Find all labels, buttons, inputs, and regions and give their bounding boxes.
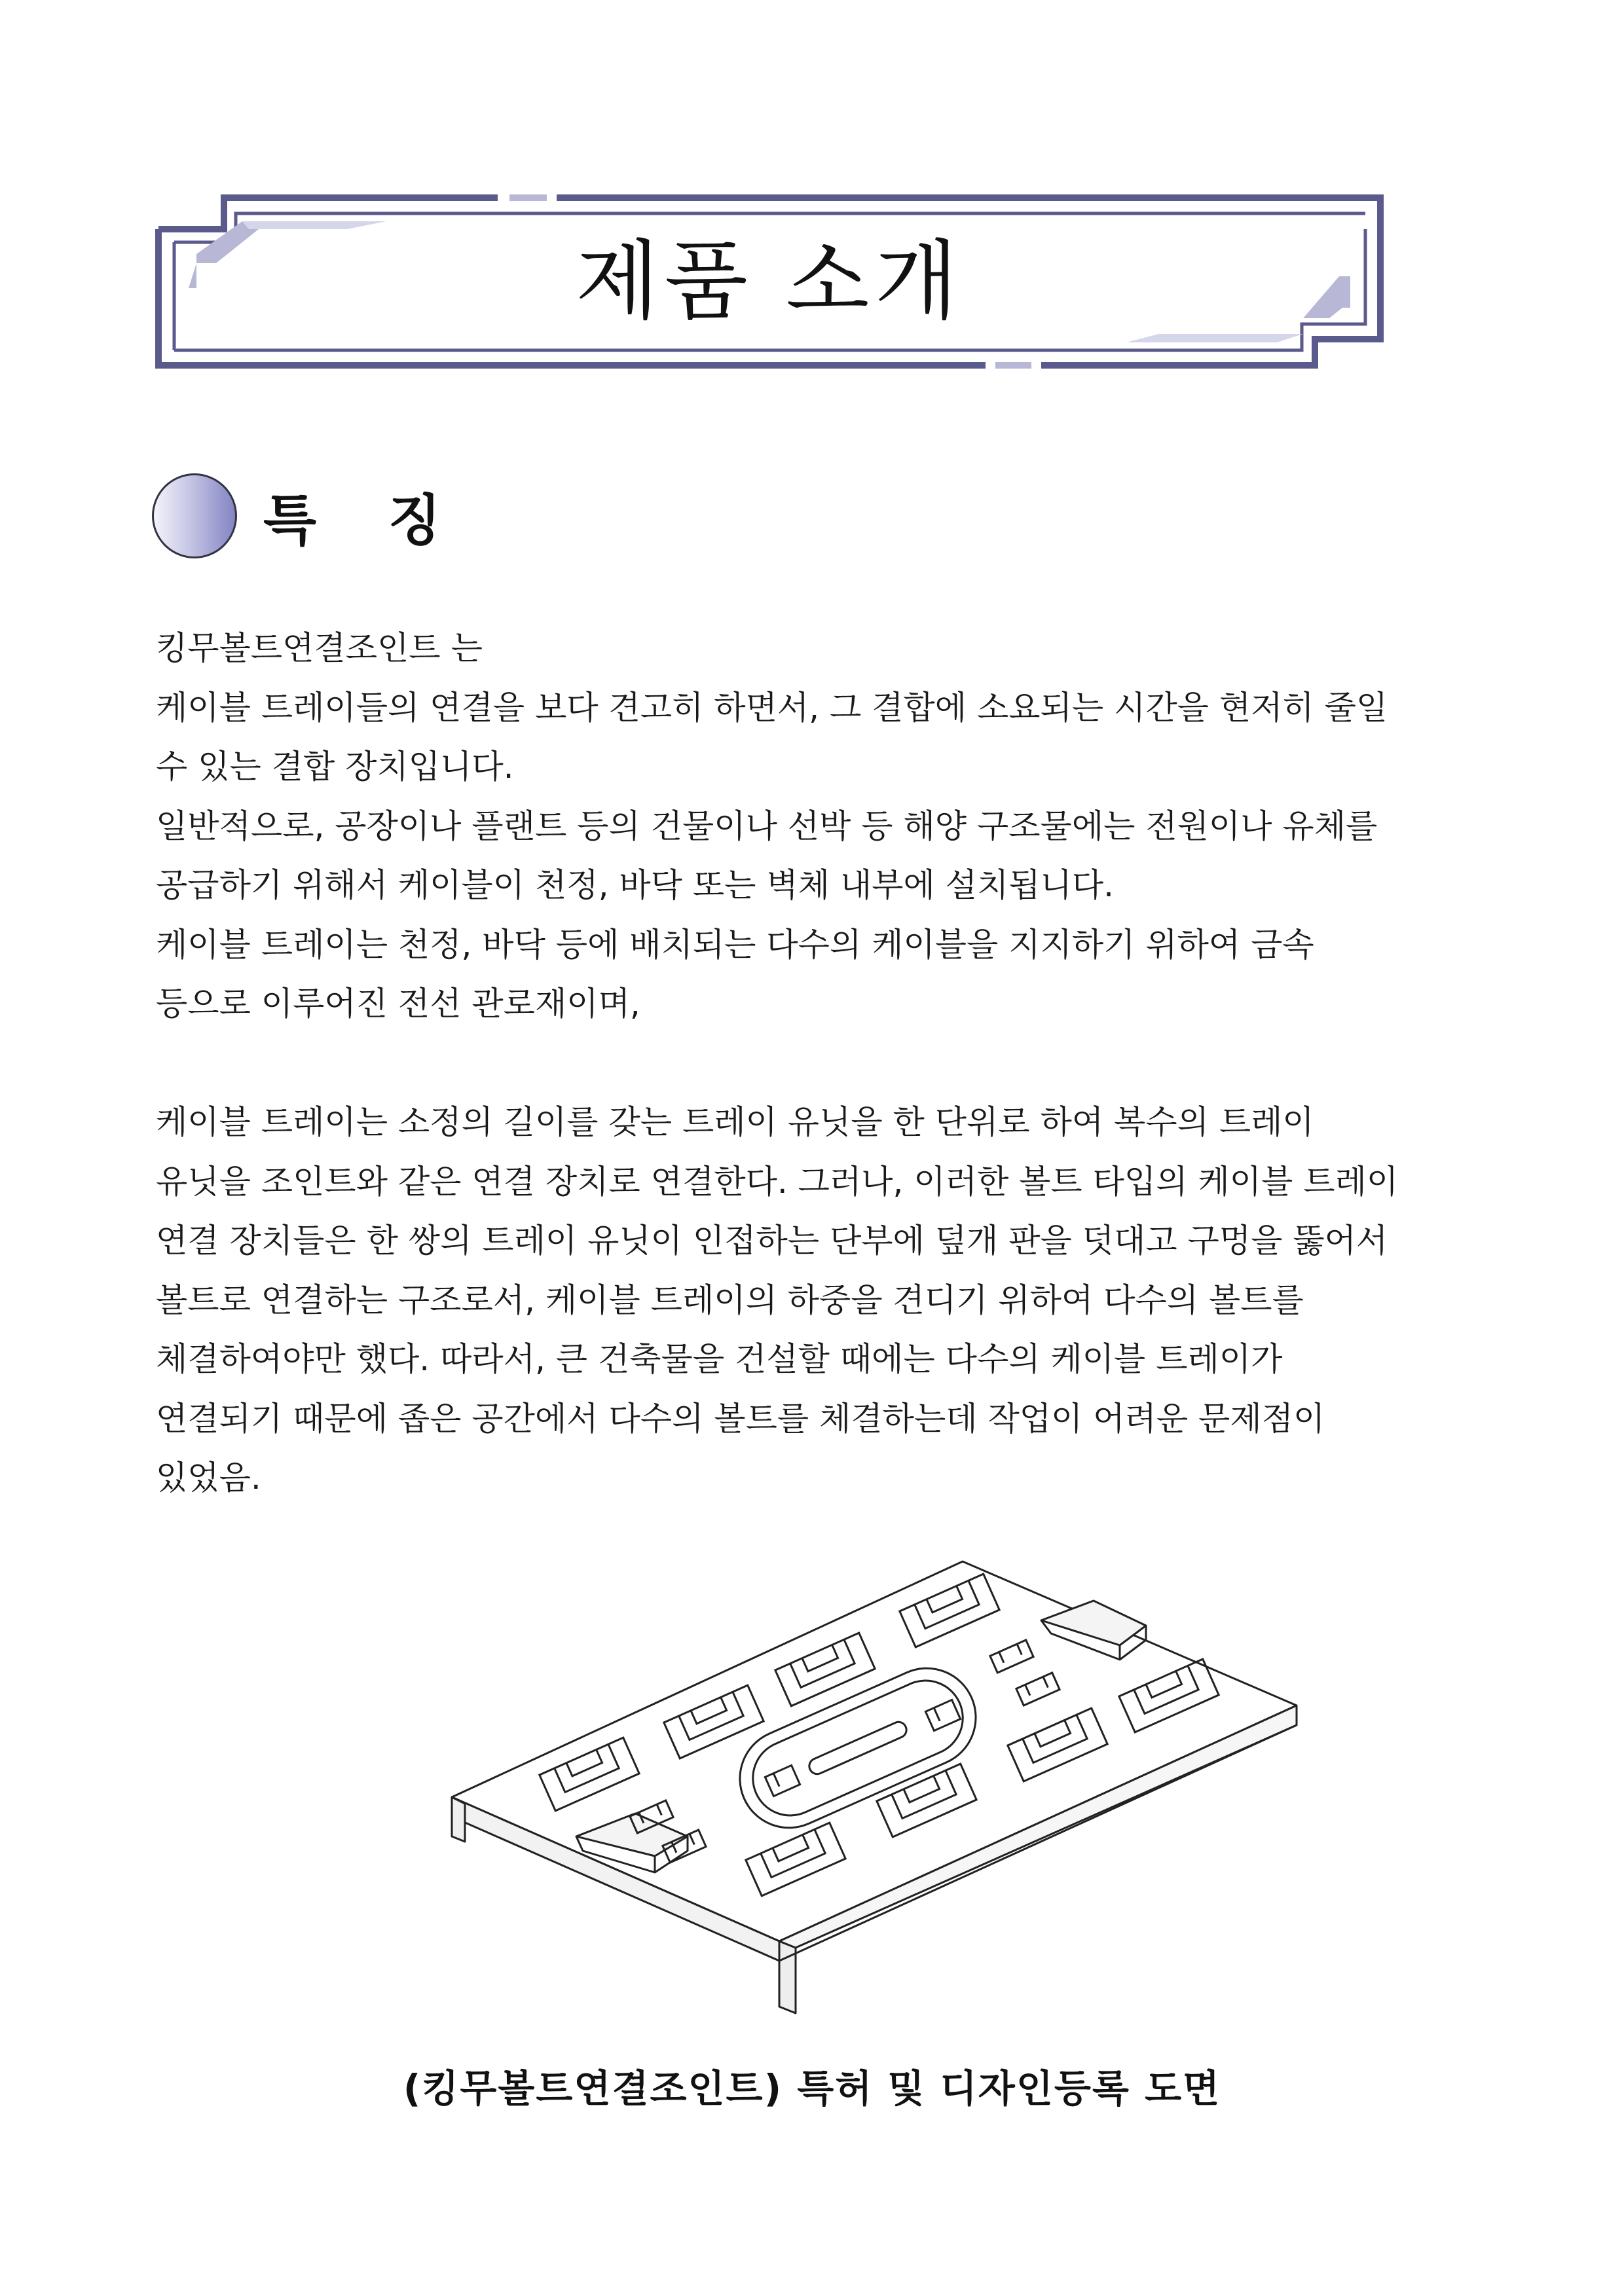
body-line: 공급하기 위해서 케이블이 천정, 바닥 또는 벽체 내부에 설치됩니다. bbox=[156, 866, 1115, 904]
patent-drawing bbox=[439, 1548, 1310, 2020]
body-line: 볼트로 연결하는 구조로서, 케이블 트레이의 하중을 견디기 위하여 다수의 볼트를 bbox=[156, 1281, 1304, 1319]
circle-bullet-icon bbox=[152, 473, 237, 558]
body-line: 케이블 트레이들의 연결을 보다 견고히 하면서, 그 결합에 소요되는 시간을 현저히 줄일 bbox=[156, 688, 1388, 727]
body-text bbox=[156, 619, 1505, 1508]
body-line: 케이블 트레이는 소정의 길이를 갖는 트레이 유닛을 한 단위로 하여 복수의 트레이 bbox=[156, 1103, 1314, 1141]
body-line: 연결되기 때문에 좁은 공간에서 다수의 볼트를 체결하는데 작업이 어려운 문제점이 bbox=[156, 1399, 1325, 1438]
body-line: 유닛을 조인트와 같은 연결 장치로 연결한다. 그러나, 이러한 볼트 타입의 케이블 트레이 bbox=[156, 1162, 1399, 1201]
body-line: 일반적으로, 공장이나 플랜트 등의 건물이나 선박 등 해양 구조물에는 전원이나 유체를 bbox=[156, 807, 1378, 845]
page-title: 제품 소개 bbox=[575, 231, 963, 332]
bolt-joint-plate-illustration bbox=[439, 1548, 1310, 2020]
body-line: 있었음. bbox=[156, 1459, 261, 1497]
body-line: 체결하여야만 했다. 따라서, 큰 건축물을 건설할 때에는 다수의 케이블 트레이가 bbox=[156, 1340, 1283, 1378]
section-heading bbox=[152, 470, 468, 562]
section-title: 특 징 bbox=[263, 488, 468, 553]
paragraph-gap bbox=[156, 1034, 1505, 1093]
body-line: 등으로 이루어진 전선 관로재이며, bbox=[156, 985, 640, 1023]
body-line: 연결 장치들은 한 쌍의 트레이 유닛이 인접하는 단부에 덮개 판을 덧대고 구멍을 뚫어서 bbox=[156, 1222, 1388, 1260]
body-line: 케이블 트레이는 천정, 바닥 등에 배치되는 다수의 케이블을 지지하기 위하여 금속 bbox=[156, 925, 1314, 964]
body-line: 수 있는 결합 장치입니다. bbox=[156, 748, 514, 786]
title-banner bbox=[151, 190, 1388, 373]
figure-caption: (킹무볼트연결조인트) 특허 및 디자인등록 도면 bbox=[403, 2066, 1221, 2111]
body-line: 킹무볼트연결조인트 는 bbox=[156, 629, 483, 667]
